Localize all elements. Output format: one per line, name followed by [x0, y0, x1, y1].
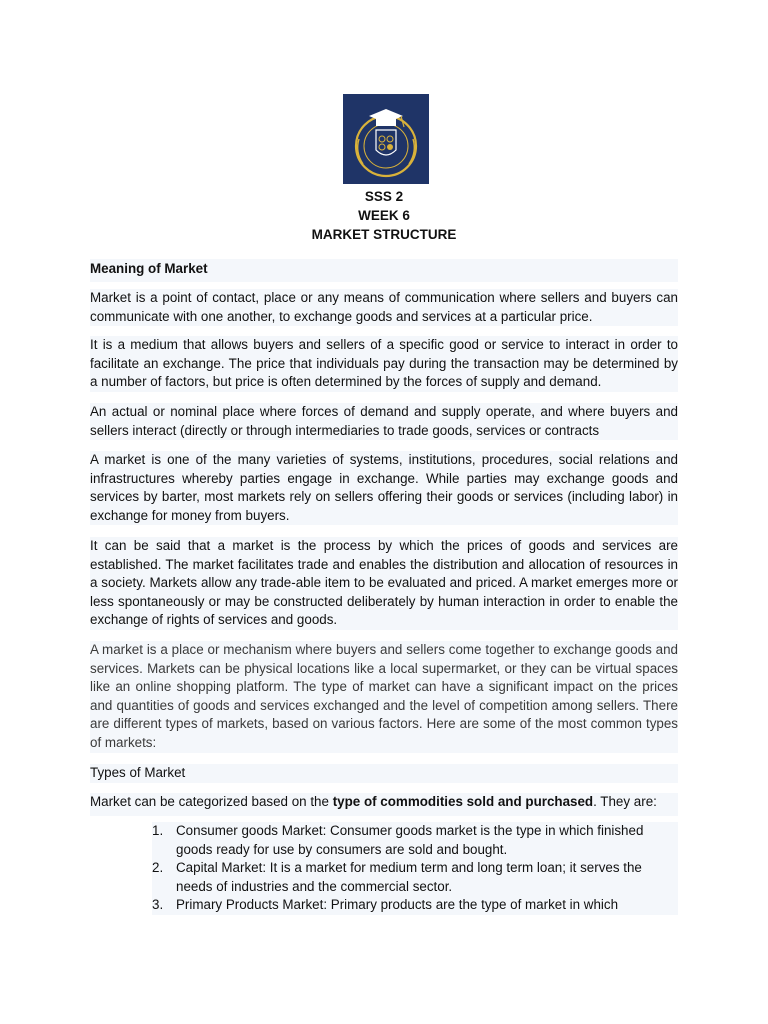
list-number: 2. [152, 860, 164, 876]
paragraph-block [90, 336, 678, 392]
market-types-list [152, 822, 678, 915]
paragraph: It is a medium that allows buyers and sellers of a specific good or service to interact in order to facilitate an exchange. The price that individuals pay during the transaction may be determined by a number of factors, but price is often determined by the forces of supply and demand. [90, 337, 678, 390]
types-heading-block [90, 764, 678, 783]
list-text: Consumer goods Market: Consumer goods market is the type in which finished goods ready for use by consumers are sold and bought. [176, 823, 644, 857]
section-heading-types: Types of Market [90, 765, 186, 780]
paragraph: An actual or nominal place where forces of demand and supply operate, and where buyers and sellers interact (directly or through intermediaries to trade goods, services or contracts [90, 404, 678, 438]
paragraph: A market is one of the many varieties of systems, institutions, procedures, social relations and infrastructures whereby parties engage in exchange. While parties may exchange goods and services by barter, most markets rely on sellers offering their goods or services (including labor) in exchange for money from buyers. [90, 452, 678, 523]
meaning-heading-block [90, 259, 678, 282]
list-item [152, 822, 678, 859]
categorized-sentence [90, 793, 678, 812]
paragraph-block [90, 537, 678, 630]
list-item [152, 896, 678, 915]
class-title: SSS 2 [364, 189, 404, 204]
paragraph: A market is a place or mechanism where buyers and sellers come together to exchange goods and services. Markets can be physical locations like a local supermarket, or they can be virtual spaces like an online shopping platform. The type of market can have a significant impact on the prices and quantities of goods and services exchanged and the level of competition among sellers. There are different types of markets, based on various factors. Here are some of the most common types of markets: [90, 642, 678, 750]
list-text: Primary Products Market: Primary products are the type of market in which [176, 897, 619, 913]
categorized-bold: type of commodities sold and purchased [332, 794, 594, 809]
categorized-suffix: . They are: [593, 794, 657, 809]
paragraph: It can be said that a market is the process by which the prices of goods and services are established. The market facilitates trade and enables the distribution and allocation of resources in a society. Markets allow any trade-able item to be evaluated and priced. A market emerges more or less spontaneously or may be constructed deliberately by human interaction in order to enable the exchange of rights of services and goods. [90, 538, 678, 628]
categorized-block [90, 793, 678, 816]
week-title: WEEK 6 [358, 208, 410, 223]
list-number: 1. [152, 823, 164, 838]
list-text: Capital Market: It is a market for medium term and long term loan; it serves the needs of industries and the commercial sector. [176, 860, 642, 894]
categorized-prefix: Market can be categorized based on the [90, 794, 333, 809]
section-heading-meaning: Meaning of Market [90, 261, 208, 276]
school-logo [343, 94, 429, 184]
list-item [152, 859, 678, 896]
paragraph: Market is a point of contact, place or any means of communication where sellers and buyers can communicate with one another, to exchange goods and services at a particular price. [90, 290, 678, 324]
list-number: 3. [152, 897, 164, 913]
paragraph-block [90, 403, 678, 440]
paragraph-block [90, 451, 678, 525]
paragraph-block [90, 641, 678, 753]
topic-title: MARKET STRUCTURE [311, 227, 457, 242]
paragraph-block [90, 289, 678, 326]
